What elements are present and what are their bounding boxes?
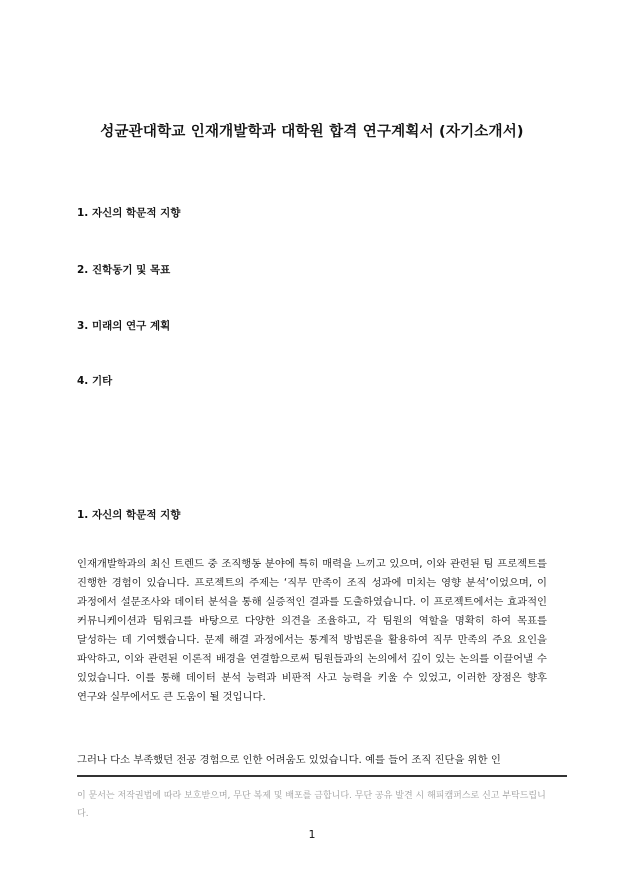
toc-item-1: 1. 자신의 학문적 지향 — [77, 207, 181, 219]
body-paragraph-1: 인재개발학과의 최신 트렌드 중 조직행동 분야에 특히 매력을 느끼고 있으며, 이와 관련된 팀 프로젝트를 진행한 경험이 있습니다. 프로젝트의 주제는 ‘직무 만족이 조직 성과에 미치는 영향 분석’이었으며, 이 과정에서 설문조사와 데이터 분석을 통해 실증적인 결과를 도출하였습니다. 이 프로젝트에서는 효과적인 커뮤니케이션과 팀워크를 바탕으로 다양한 의견을 조율하고, 각 팀원의 역할을 명확히 하여 목표를 달성하는 데 기여했습니다. 문제 해결 과정에서는 통계적 방법론을 활용하여 직무 만족의 주요 요인을 파악하고, 이와 관련된 이론적 배경을 연결함으로써 팀원들과의 논의에서 깊이 있는 논의를 이끌어낼 수 있었습니다. 이를 통해 데이터 분석 능력과 비판적 사고 능력을 키울 수 있었고, 이러한 장점은 향후 연구와 실무에서도 큰 도움이 될 것입니다. — [77, 558, 547, 703]
section-heading-1: 1. 자신의 학문적 지향 — [77, 509, 181, 521]
toc-item-4: 4. 기타 — [77, 375, 113, 387]
toc-item-3: 3. 미래의 연구 계획 — [77, 320, 171, 332]
copyright-notice: 이 문서는 저작권법에 따라 보호받으며, 무단 복제 및 배포를 금합니다. 무단 공유 발견 시 해피캠퍼스로 신고 부탁드립니다. — [77, 791, 546, 819]
body-paragraph-2: 그러나 다소 부족했던 전공 경험으로 인한 어려움도 있었습니다. 예를 들어 조직 진단을 위한 인 — [77, 754, 501, 766]
document-title: 성균관대학교 인재개발학과 대학원 합격 연구계획서 (자기소개서) — [100, 124, 524, 140]
footer-divider — [77, 775, 567, 777]
toc-item-2: 2. 진학동기 및 목표 — [77, 264, 171, 276]
page-number: 1 — [308, 828, 316, 841]
